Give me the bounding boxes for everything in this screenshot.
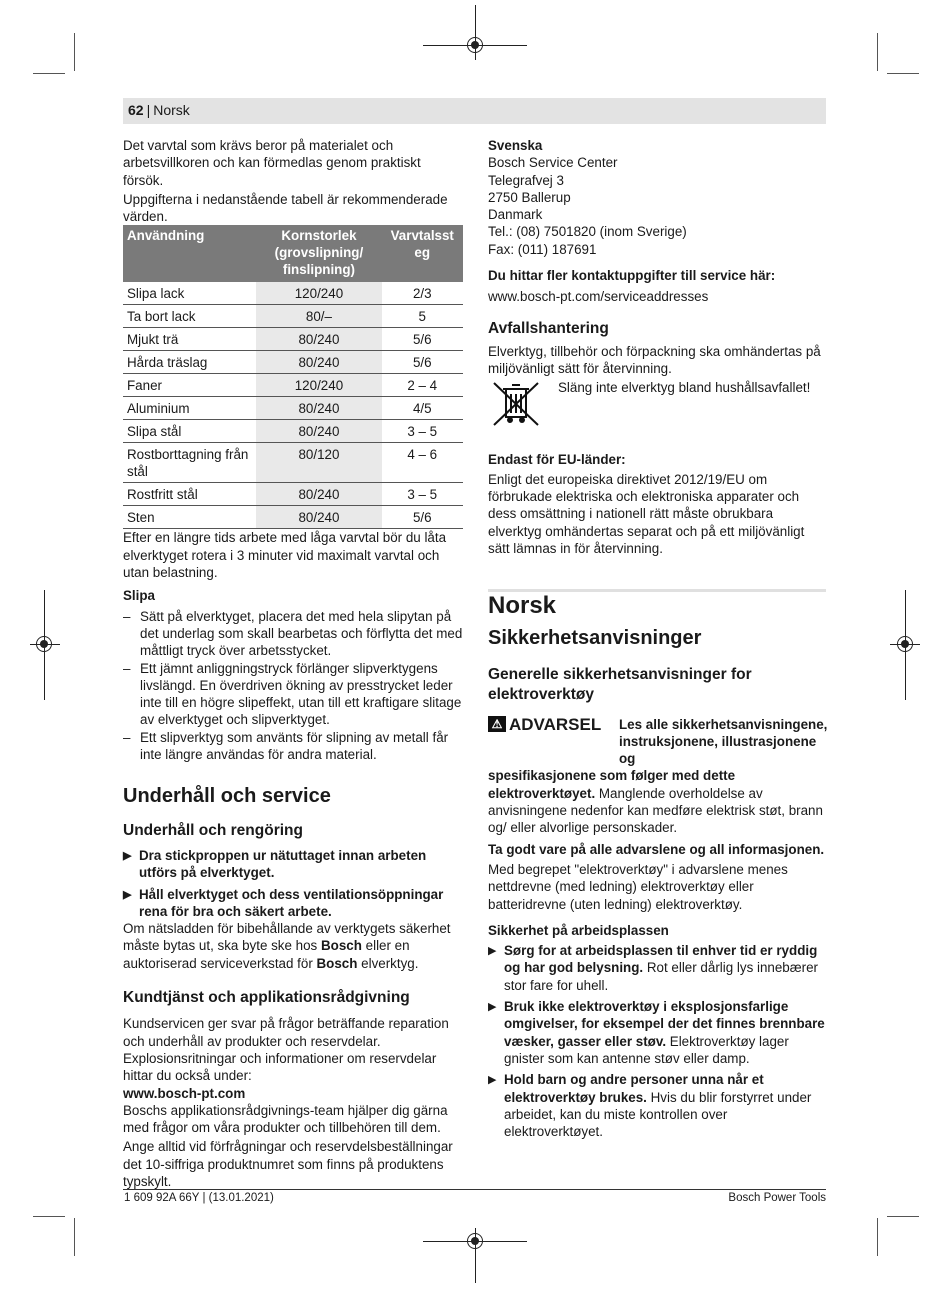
list-item: ▶ Bruk ikke elektroverktøy i eksplosjonsfarlige omgivelser, for eksempel der det finnes brennbare væsker, gasser eller støv. Elektroverktøy lager gnister som kan antenne støv eller damp. — [488, 999, 825, 1066]
table-cell: Rostfritt stål — [123, 483, 256, 506]
table-cell: Slipa lack — [123, 282, 256, 305]
triangle-bullet-icon: ▶ — [123, 849, 132, 862]
table-row — [123, 328, 463, 351]
page-header-text: 62 | Norsk — [128, 102, 190, 118]
warning-badge: ⚠ ADVARSEL — [488, 716, 619, 768]
list-item: ▶ Hold barn og andre personer unna når et elektroverktøy brukes. Hvis du blir forstyrret under arbeidet, kan du miste kontrollen over elektroverktøyet. — [488, 1072, 812, 1140]
table-row — [123, 506, 463, 529]
right-column — [488, 137, 828, 557]
table-cell: 5/6 — [382, 506, 464, 529]
table-cell: Ta bort lack — [123, 305, 256, 328]
heading-disposal: Avfallshantering — [488, 319, 609, 337]
heading-eu: Endast för EU-länder: — [488, 451, 626, 467]
table-cell: 5/6 — [382, 328, 464, 351]
customer-paragraph: Boschs applikationsrådgivnings-team hjälper dig gärna med frågor om våra produkter och tillbehören till dem. — [123, 1102, 448, 1136]
registration-mark-icon — [897, 636, 913, 652]
crop-mark — [877, 1218, 878, 1256]
crop-mark — [887, 1216, 919, 1217]
table-cell: Sten — [123, 506, 256, 529]
customer-link[interactable]: www.bosch-pt.com — [123, 1085, 246, 1101]
customer-paragraph: Ange alltid vid förfrågningar och reservdelsbeställningar det 10-siffriga produktnumret som finns på produktens typskylt. — [123, 1139, 453, 1189]
triangle-bullet-icon: ▶ — [123, 888, 132, 901]
table-cell: 80/240 — [256, 351, 381, 374]
norsk-section — [488, 592, 828, 1140]
crop-mark — [33, 1216, 65, 1217]
triangle-bullet-icon: ▶ — [488, 1074, 497, 1087]
footer-doc-id: 1 609 92A 66Y | (13.01.2021) — [124, 1192, 274, 1204]
warning-paragraph: spesifikasjonene som følger med dette elektroverktøyet. Manglende overholdelse av anvisningene nedenfor kan medføre elektrisk støt, brann og/ eller alvorlige personskader. — [488, 768, 823, 836]
table-header: Kornstorlek (grovslipning/ finslipning) — [256, 225, 381, 282]
table-cell: 80/240 — [256, 483, 381, 506]
table-cell: Hårda träslag — [123, 351, 256, 374]
list-item: – Sätt på elverktyget, placera det med hela slipytan på det underlag som skall bearbetas och förflytta det med måttligt tryck över arbetsstycket. — [123, 608, 463, 659]
list-item: – Ett slipverktyg som använts för slipning av metall får inte längre användas för andra material. — [123, 729, 449, 763]
crop-mark — [74, 33, 75, 71]
table-cell: 3 – 5 — [382, 483, 464, 506]
table-cell: 80/240 — [256, 397, 381, 420]
table-cell: Slipa stål — [123, 420, 256, 443]
table-row — [123, 282, 463, 305]
list-item: ▶ Dra stickproppen ur nätuttaget innan arbeten utförs på elverktyget. — [123, 847, 427, 881]
crop-mark — [877, 33, 878, 71]
table-header: Användning — [123, 225, 256, 282]
table-row — [123, 305, 463, 328]
heading-service: Underhåll och service — [123, 785, 331, 808]
address-line: Danmark — [488, 207, 543, 223]
eu-paragraph: Enligt det europeiska direktivet 2012/19/EU om förbrukade elektriska och elektroniska apparater och dess omsättning i nationell rätt måste obrukbara elverktyg omhändertas separat och på ett miljövänligt sätt lämnas in för återvinning. — [488, 471, 805, 557]
heading-general-safety: Generelle sikkerhetsanvisninger for elektroverktøy — [488, 665, 752, 703]
header-section: Norsk — [153, 102, 190, 118]
table-cell: Faner — [123, 374, 256, 397]
table-cell: 80/240 — [256, 420, 381, 443]
cord-paragraph: Om nätsladden för bibehållande av verktygets säkerhet måste bytas ut, ska byte ske hos Bosch eller en auktoriserad serviceverkstad för Bosch elverktyg. — [123, 921, 451, 971]
table-row — [123, 351, 463, 374]
registration-mark-icon — [36, 636, 52, 652]
customer-paragraph: Kundservicen ger svar på frågor beträffande reparation och underhåll av produkter och reservdelar. Explosionsritningar och informationer om reservdelar hittar du också under: — [123, 1016, 449, 1084]
heading-customer-service: Kundtjänst och applikationsrådgivning — [123, 989, 410, 1007]
table-cell: 120/240 — [256, 374, 381, 397]
disposal-note: Släng inte elverktyg bland hushållsavfallet! — [558, 379, 811, 395]
crossed-bin-icon — [488, 379, 546, 429]
left-column — [123, 137, 463, 1190]
table-cell: 80/240 — [256, 328, 381, 351]
address-line: 2750 Ballerup — [488, 189, 571, 205]
intro-paragraph: Uppgifterna i nedanstående tabell är rekommenderade värden. — [123, 191, 448, 225]
table-cell: 2 – 4 — [382, 374, 464, 397]
definition-paragraph: Med begrepet "elektroverktøy" i advarslene menes nettdrevne (med ledning) elektroverktøy eller batteridrevne (uten ledning) elektroverktøy. — [488, 861, 788, 912]
warning-icon: ⚠ — [488, 716, 506, 732]
page-header — [123, 98, 826, 124]
heading-safety: Sikkerhetsanvisninger — [488, 627, 702, 650]
list-item: ▶ Sørg for at arbeidsplassen til enhver tid er ryddig og har god belysning. Rot eller dårlig lys innebærer stor fare for uhell. — [488, 943, 819, 993]
table-row — [123, 443, 463, 483]
after-table-paragraph: Efter en längre tids arbete med låga varvtal bör du låta elverktyget rotera i 3 minuter vid maximalt varvtal och utan belastning. — [123, 530, 447, 581]
table-cell: 80/120 — [256, 443, 381, 483]
slipa-list — [123, 608, 463, 764]
table-cell: Mjukt trä — [123, 328, 256, 351]
table-header: Varvtalsst eg — [382, 225, 464, 282]
table-cell: 120/240 — [256, 282, 381, 305]
registration-mark-icon — [467, 1233, 483, 1249]
section-heading-slipa: Slipa — [123, 588, 155, 604]
table-row — [123, 397, 463, 420]
triangle-bullet-icon: ▶ — [488, 1001, 497, 1014]
crop-mark — [33, 73, 65, 74]
crop-mark — [74, 1218, 75, 1256]
warning-text: Les alle sikkerhetsanvisningene, instruksjonene, illustrasjonene og — [619, 716, 828, 767]
page-number: 62 — [128, 102, 144, 118]
footer-brand: Bosch Power Tools — [728, 1192, 826, 1204]
table-cell: Aluminium — [123, 397, 256, 420]
more-contacts-text: Du hittar fler kontaktuppgifter till service här: — [488, 268, 776, 284]
warning-row — [488, 716, 828, 768]
table-cell: 5 — [382, 305, 464, 328]
table-cell: 5/6 — [382, 351, 464, 374]
table-cell: 80/– — [256, 305, 381, 328]
list-item: – Ett jämnt anliggningstryck förlänger slipverktygens livslängd. En överdriven ökning av presstrycket leder inte till en högre slipeffekt, utan till ett kraftigare slitage av elverktyget och slipverktyget. — [123, 660, 462, 728]
table-row — [123, 420, 463, 443]
table-cell: 2/3 — [382, 282, 464, 305]
table-cell: 4 – 6 — [382, 443, 464, 483]
keep-instructions: Ta godt vare på alle advarslene og all informasjonen. — [488, 841, 825, 857]
speed-table — [123, 225, 463, 529]
address-line: Telegrafvej 3 — [488, 172, 564, 188]
country-name: Svenska — [488, 138, 543, 153]
disposal-note-row — [488, 379, 828, 429]
triangle-bullet-icon: ▶ — [488, 945, 497, 958]
heading-cleaning: Underhåll och rengöring — [123, 821, 303, 839]
heading-workplace: Sikkerhet på arbeidsplassen — [488, 922, 669, 938]
table-cell: 80/240 — [256, 506, 381, 529]
disposal-paragraph: Elverktyg, tillbehör och förpackning ska omhändertas på miljövänligt sätt för återvinning. — [488, 343, 821, 377]
table-row — [123, 374, 463, 397]
registration-mark-icon — [467, 37, 483, 53]
table-cell: 3 – 5 — [382, 420, 464, 443]
service-link[interactable]: www.bosch-pt.com/serviceaddresses — [488, 289, 709, 305]
footer-rule — [123, 1189, 826, 1190]
address-line: Bosch Service Center — [488, 155, 618, 171]
table-cell: Rostborttagning från stål — [123, 443, 256, 483]
address-line: Fax: (011) 187691 — [488, 241, 597, 257]
crop-mark — [887, 73, 919, 74]
intro-paragraph: Det varvtal som krävs beror på materialet och arbetsvillkoren och kan förmedlas genom praktiskt försök. — [123, 138, 421, 188]
list-item: ▶ Håll elverktyget och dess ventilationsöppningar rena för bra och säkert arbete. — [123, 886, 444, 919]
table-cell: 4/5 — [382, 397, 464, 420]
address-line: Tel.: (08) 7501820 (inom Sverige) — [488, 224, 687, 240]
table-row — [123, 483, 463, 506]
heading-norsk: Norsk — [488, 592, 557, 619]
